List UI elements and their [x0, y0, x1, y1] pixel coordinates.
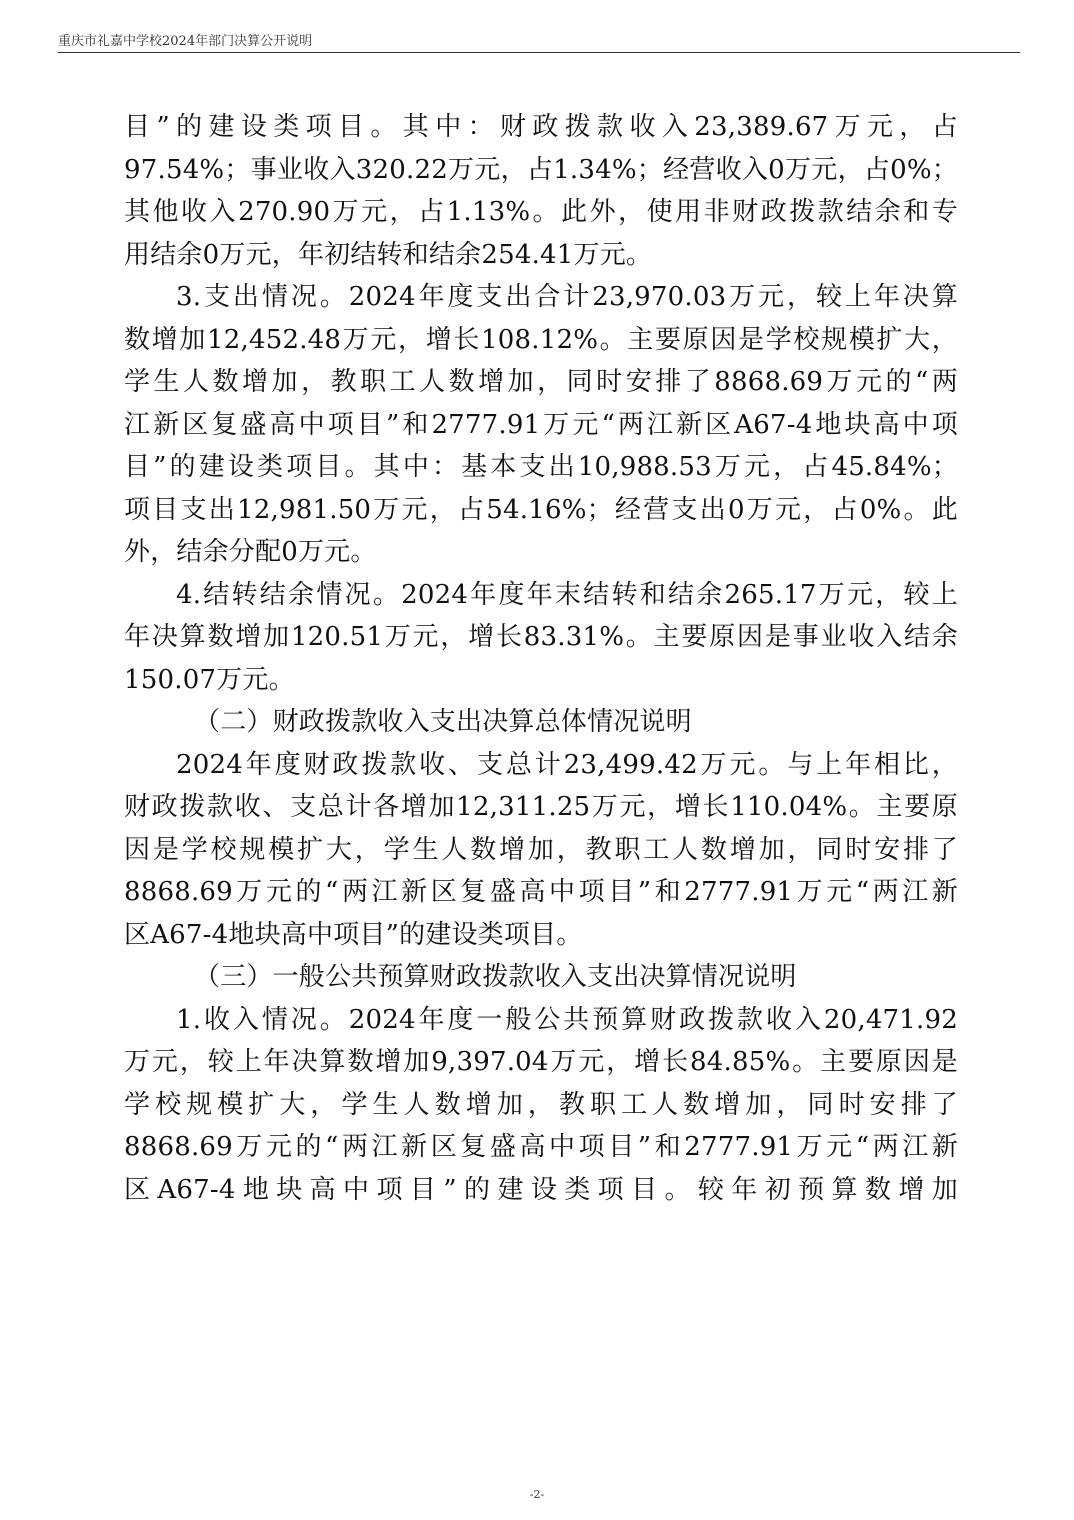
page-header-title: 重庆市礼嘉中学校2024年部门决算公开说明 — [58, 34, 313, 49]
text-line: 其他收入270.90万元，占1.13%。此外，使用非财政拨款结余和专 — [124, 197, 958, 227]
text-line: 150.07万元。 — [124, 664, 295, 695]
document-body — [124, 106, 958, 1211]
text-line: 数增加12,452.48万元，增长108.12%。主要原因是学校规模扩大， — [124, 324, 958, 355]
text-line: 用结余0万元，年初结转和结余254.41万元。 — [124, 239, 653, 270]
text-line: 1.收入情况。2024年度一般公共预算财政拨款收入20,471.92 — [176, 1004, 958, 1035]
text-line: 年决算数增加120.51万元，增长83.31%。主要原因是事业收入结余 — [124, 622, 958, 652]
header-divider — [58, 52, 1020, 53]
text-line: 3.支出情况。2024年度支出合计23,970.03万元，较上年决算 — [176, 282, 958, 312]
text-line: 4.结转结余情况。2024年度年末结转和结余265.17万元，较上 — [176, 579, 958, 610]
text-line: 目”的建设类项目。其中：基本支出10,988.53万元，占45.84%； — [124, 452, 958, 482]
text-line: 项目支出12,981.50万元，占54.16%；经营支出0万元，占0%。此 — [124, 494, 958, 525]
text-line: 学生人数增加，教职工人数增加，同时安排了8868.69万元的“两 — [124, 367, 958, 397]
text-line: 区A67-4地块高中项目”的建设类项目。 — [124, 919, 583, 950]
text-line: 目”的建设类项目。其中：财政拨款收入23,389.67万元，占 — [124, 112, 958, 142]
text-line: 因是学校规模扩大，学生人数增加，教职工人数增加，同时安排了 — [124, 834, 958, 865]
text-line: 区A67-4地块高中项目”的建设类项目。较年初预算数增加 — [124, 1174, 958, 1205]
page-number: -2- — [529, 1488, 545, 1501]
text-line: 8868.69万元的“两江新区复盛高中项目”和2777.91万元“两江新 — [124, 1132, 958, 1162]
text-line: 万元，较上年决算数增加9,397.04万元，增长84.85%。主要原因是 — [124, 1047, 958, 1077]
text-line: （二）财政拨款收入支出决算总体情况说明 — [194, 707, 692, 737]
text-line: 2024年度财政拨款收、支总计23,499.42万元。与上年相比， — [176, 749, 958, 780]
text-line: 江新区复盛高中项目”和2777.91万元“两江新区A67-4地块高中项 — [124, 409, 958, 440]
text-line: （三）一般公共预算财政拨款收入支出决算情况说明 — [194, 962, 797, 992]
text-line: 学校规模扩大，学生人数增加，教职工人数增加，同时安排了 — [124, 1089, 958, 1120]
text-line: 8868.69万元的“两江新区复盛高中项目”和2777.91万元“两江新 — [124, 877, 958, 907]
text-line: 外，结余分配0万元。 — [124, 537, 377, 567]
text-line: 财政拨款收、支总计各增加12,311.25万元，增长110.04%。主要原 — [124, 792, 958, 822]
text-line: 97.54%；事业收入320.22万元，占1.34%；经营收入0万元，占0%； — [124, 154, 958, 185]
